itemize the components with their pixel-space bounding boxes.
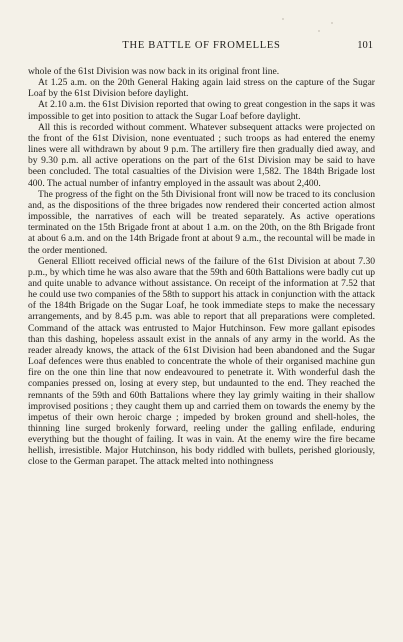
paragraph: The progress of the fight on the 5th Divisional front will now be traced to its conclusion and, as the dispositions of the three brigades now rendered their concerted action almost impossible, the narratives of each will be treated separately. As active operations terminated on the 15th Brigade front at about 1 a.m. on the 20th, on the 8th Brigade front at about 6 a.m. and on the 14th Brigade front at about 9 a.m., the recountal will be made in the order mentioned. <box>28 188 375 256</box>
body-text <box>28 66 375 468</box>
paper-speck <box>318 30 320 32</box>
running-head <box>28 40 375 56</box>
running-title: THE BATTLE OF FROMELLES <box>122 40 281 51</box>
paragraph: General Elliott received official news of the failure of the 61st Division at about 7.30 p.m., by which time he was also aware that the 59th and 60th Battalions were badly cut up and quite unable to advance without assistance. On receipt of the information at 7.52 that he could use two companies of the 58th to support his attack in conjunction with the attack of the 184th Brigade on the Sugar Loaf, he took immediate steps to make the necessary arrangements, and by 8.45 p.m. was able to report that all preparations were completed. Command of the attack was entrusted to Major Hutchinson. Few more gallant episodes than this dashing, hopeless assault exist in the annals of any army in the world. As the reader already knows, the attack of the 61st Division had been abandoned and the Sugar Loaf defences were thus enabled to concentrate the whole of their organised machine gun fire on the one thin line that now endeavoured to penetrate it. With wonderful dash the companies pressed on, losing at every step, but undaunted to the end. They reached the remnants of the 59th and 60th Battalions where they lay grimly waiting in their shallow improvised positions ; they caught them up and carried them on towards the enemy by the impetus of their own heroic charge ; impeded by broken ground and shell-holes, the thinning line surged brokenly forward, reeling under the galling enfilade, enduring everything but the thought of failing. It was in vain. At the enemy wire the fire became hellish, irresistible. Major Hutchinson, his body riddled with bullets, perished gloriously, close to the German parapet. The attack melted into nothingness <box>28 255 375 468</box>
paragraph-continuation: whole of the 61st Division was now back in its original front line. <box>28 66 280 77</box>
paragraph: At 2.10 a.m. the 61st Division reported that owing to great congestion in the saps it was impossible to get into position to attack the Sugar Loaf before daylight. <box>28 99 375 122</box>
paragraph: At 1.25 a.m. on the 20th General Haking again laid stress on the capture of the Sugar Loaf by the 61st Division before daylight. <box>28 77 375 100</box>
paper-speck <box>331 22 333 24</box>
paragraph: All this is recorded without comment. Whatever subsequent attacks were projected on the front of the 61st Division, none eventuated ; such troops as had entered the enemy lines were all withdrawn by about 9 p.m. The artillery fire then gradually died away, and by 9.30 p.m. all active operations on the part of the 61st Division may be said to have been concluded. The total casualties of the Division were 1,582. The 184th Brigade lost 400. The actual number of infantry employed in the assault was about 2,400. <box>28 121 375 189</box>
paper-speck <box>282 18 284 20</box>
page-number: 101 <box>357 40 373 51</box>
